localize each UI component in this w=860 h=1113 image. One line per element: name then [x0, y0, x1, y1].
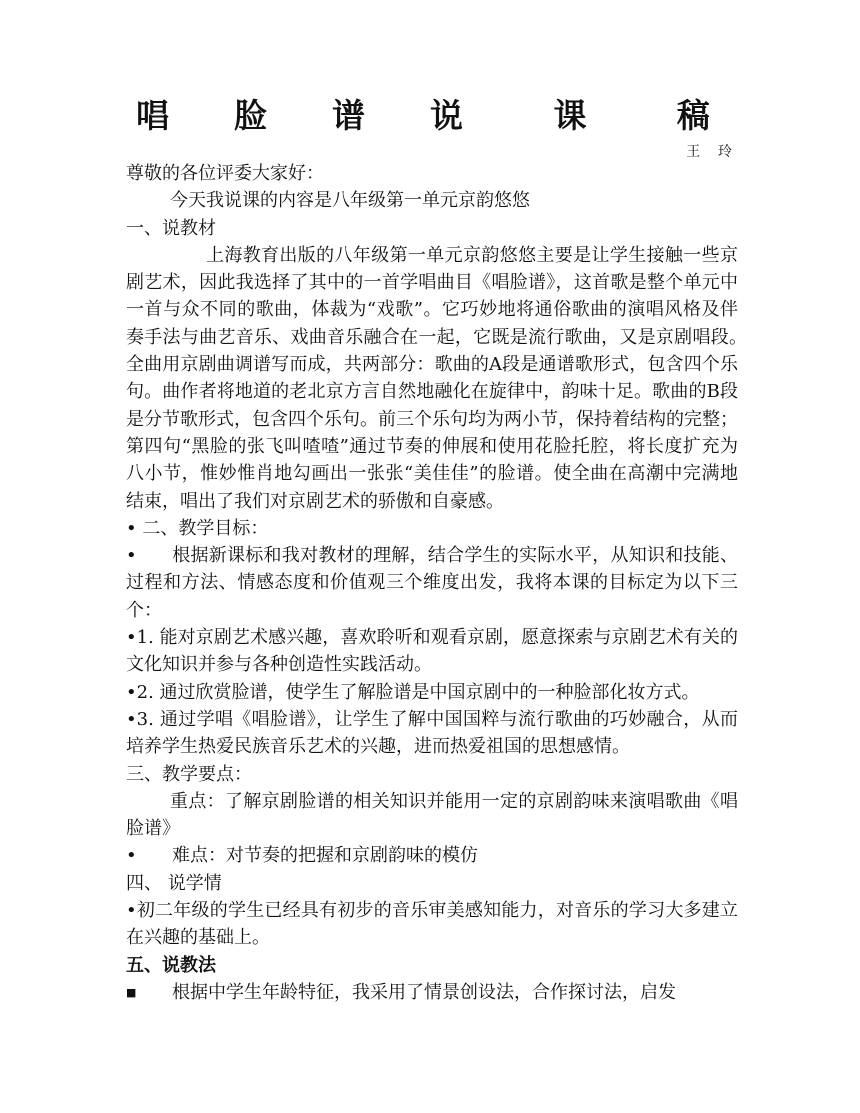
- author-name: 王 玲: [686, 144, 732, 160]
- document-title: 唱 脸 谱 说 课 稿: [136, 96, 724, 135]
- methods-paragraph: [126, 979, 738, 1006]
- section-heading-key-points: 三、教学要点：: [126, 763, 252, 785]
- section-heading-students: 四、 说学情: [126, 872, 222, 894]
- square-bullet-icon: ■: [126, 985, 137, 999]
- bullet-icon: •: [126, 708, 137, 730]
- key-point-paragraph: 重点：了解京剧脸谱的相关知识并能用一定的京剧韵味来演唱歌曲《唱脸谱》: [126, 790, 738, 840]
- bullet-icon: •: [126, 545, 137, 567]
- students-paragraph: [126, 897, 738, 952]
- difficulty-paragraph: [126, 842, 738, 869]
- section-heading-goals: [126, 515, 738, 542]
- difficulty-text: 难点：对节奏的把握和京剧韵味的模仿: [172, 845, 478, 867]
- document-body: [126, 160, 756, 1006]
- goals-intro-text: 根据新课标和我对教材的理解，结合学生的实际水平，从知识和技能、过程和方法、情感态度和价值观三个维度出发，我将本课的目标定为以下三个：: [126, 545, 738, 621]
- goal-text: 2. 通过欣赏脸谱，使学生了解脸谱是中国京剧中的一种脸部化妆方式。: [136, 681, 700, 703]
- goal-item: [126, 624, 738, 679]
- bullet-icon: •: [126, 681, 137, 703]
- goal-text: 3. 通过学唱《唱脸谱》，让学生了解中国国粹与流行歌曲的巧妙融合，从而培养学生热爱民族音乐艺术的兴趣，进而热爱祖国的思想感情。: [126, 708, 738, 758]
- goal-item: [126, 679, 738, 706]
- goals-intro-paragraph: [126, 542, 738, 624]
- bullet-icon: •: [126, 517, 137, 539]
- goals-heading-text: 二、教学目标：: [142, 517, 269, 539]
- greeting: 尊敬的各位评委大家好：: [126, 163, 324, 184]
- textbook-paragraph: 上海教育出版的八年级第一单元京韵悠悠主要是让学生接触一些京剧艺术，因此我选择了其中的一首学唱曲目《唱脸谱》，这首歌是整个单元中一首与众不同的歌曲，体裁为“戏歌”。它巧妙地将通俗歌曲的演唱风格及伴奏手法与曲艺音乐、戏曲音乐融合在一起，它既是流行歌曲，又是京剧唱段。 全曲用京剧曲调谱写而成，共两部分：歌曲的A段是通谱歌形式，包含四个乐句。曲作者将地道的老北京方言自然地融化在旋律中，韵味十足。歌曲的B段是分节歌形式，包含四个乐句。前三个乐句均为两小节，保持着结构的完整；第四句“黑脸的张飞叫喳喳”通过节奏的伸展和使用花脸托腔，将长度扩充为八小节，惟妙惟肖地勾画出一张张“美佳佳”的脸谱。使全曲在高潮中完满地结束，唱出了我们对京剧艺术的骄傲和自豪感。: [126, 244, 756, 512]
- goal-item: [126, 706, 738, 761]
- students-text: 初二年级的学生已经具有初步的音乐审美感知能力，对音乐的学习大多建立在兴趣的基础上。: [126, 900, 738, 949]
- bullet-icon: •: [126, 845, 137, 867]
- bullet-icon: •: [126, 900, 137, 922]
- goal-text: 1. 能对京剧艺术感兴趣，喜欢聆听和观看京剧，愿意探索与京剧艺术有关的文化知识并参与各种创造性实践活动。: [126, 627, 738, 676]
- section-heading-methods: 五、说教法: [126, 954, 216, 976]
- methods-text: 根据中学生年龄特征，我采用了情景创设法，合作探讨法，启发: [172, 981, 676, 1003]
- intro-paragraph: 今天我说课的内容是八年级第一单元京韵悠悠: [170, 190, 530, 212]
- section-heading-textbook: 一、说教材: [126, 217, 216, 239]
- bullet-icon: •: [126, 627, 137, 649]
